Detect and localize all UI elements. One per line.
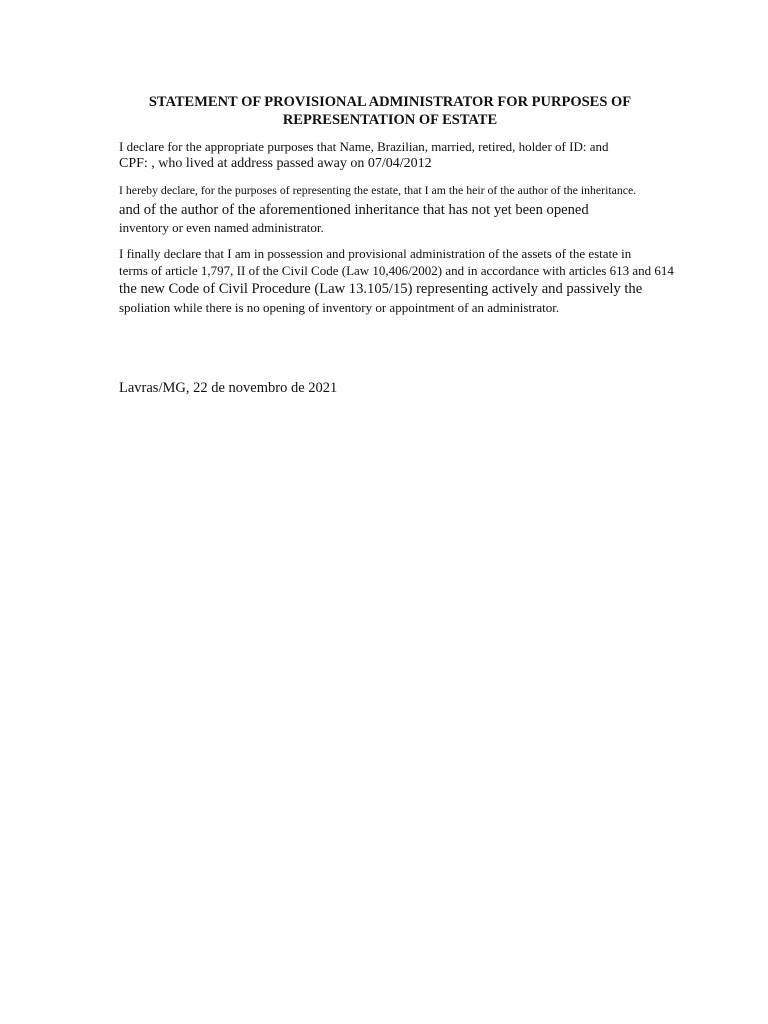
place-and-date: Lavras/MG, 22 de novembro de 2021 — [119, 380, 338, 396]
paragraph-3-line-4: spoliation while there is no opening of inventory or appointment of an administrator. — [119, 300, 560, 315]
paragraph-3-line-1: I finally declare that I am in possession and provisional administration of the assets of the estate in — [119, 246, 632, 261]
paragraph-1-line-1: I declare for the appropriate purposes that Name, Brazilian, married, retired, holder of ID: and — [119, 139, 609, 154]
document-title-line-1: STATEMENT OF PROVISIONAL ADMINISTRATOR FOR PURPOSES OF — [148, 94, 632, 110]
paragraph-3-line-2: terms of article 1,797, II of the Civil Code (Law 10,406/2002) and in accordance with articles 613 and 614 — [119, 263, 674, 278]
paragraph-1-line-2: CPF: , who lived at address passed away on 07/04/2012 — [119, 156, 432, 171]
paragraph-3-line-3: the new Code of Civil Procedure (Law 13.105/15) representing actively and passively the — [119, 281, 643, 297]
document-title-line-2: REPRESENTATION OF ESTATE — [282, 112, 498, 128]
paragraph-2-line-3: inventory or even named administrator. — [119, 220, 324, 235]
paragraph-2-line-1: I hereby declare, for the purposes of representing the estate, that I am the heir of the author of the inheritance. — [119, 183, 637, 197]
paragraph-2-line-2: and of the author of the aforementioned inheritance that has not yet been opened — [119, 202, 589, 218]
